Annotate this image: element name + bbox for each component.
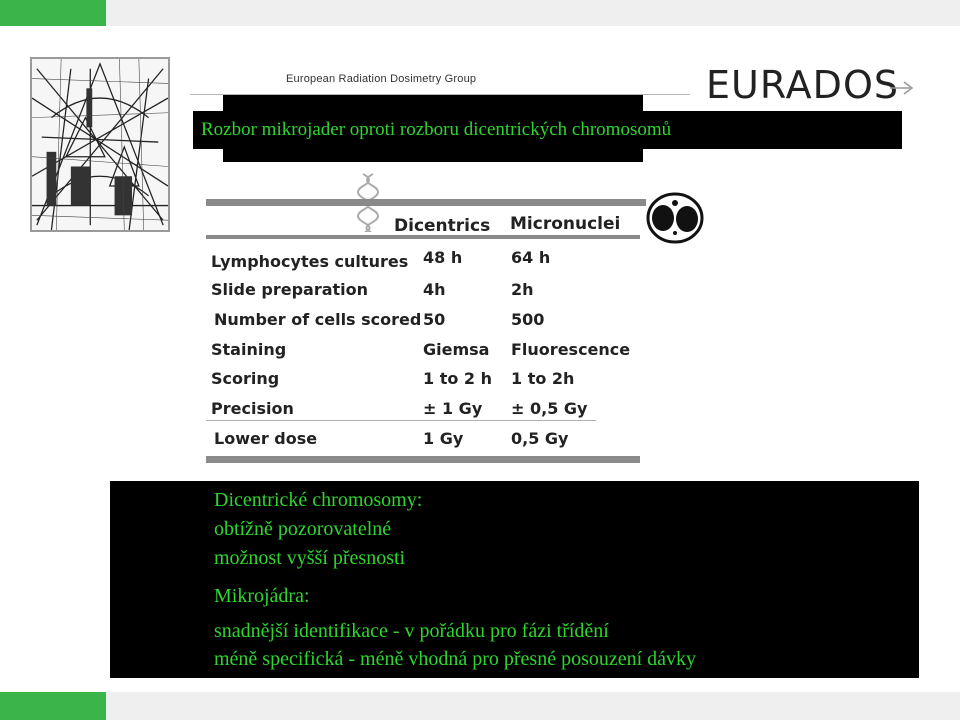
bottom-bar bbox=[0, 692, 960, 720]
row-label-scoring: Scoring bbox=[211, 369, 280, 388]
table-top-rule bbox=[206, 199, 646, 206]
organization-name: European Radiation Dosimetry Group bbox=[286, 73, 477, 85]
cell-dicentrics-lymphocytes: 48 h bbox=[423, 248, 463, 267]
top-bar-accent bbox=[0, 0, 106, 26]
cell-micronuclei-slide-preparation: 2h bbox=[511, 280, 534, 299]
row-label-slide-preparation: Slide preparation bbox=[211, 280, 369, 299]
row-label-cells-scored: Number of cells scored bbox=[214, 310, 422, 329]
cell-dicentrics-precision: ± 1 Gy bbox=[423, 399, 483, 418]
note-dicentric-point-2: možnost vyšší přesnosti bbox=[214, 547, 406, 569]
row-label-staining: Staining bbox=[211, 340, 287, 359]
bottom-bar-accent bbox=[0, 692, 106, 720]
column-header-dicentrics: Dicentrics bbox=[394, 216, 491, 236]
decorative-sketch-image bbox=[30, 57, 170, 232]
slide-title: Rozbor mikrojader oproti rozboru dicentrických chromosomů bbox=[201, 119, 672, 140]
eurados-logo: EURADOS bbox=[706, 63, 899, 107]
note-dicentric-heading: Dicentrické chromosomy: bbox=[214, 489, 423, 511]
cell-micronuclei-precision: ± 0,5 Gy bbox=[511, 399, 588, 418]
note-dicentric-point-1: obtížně pozorovatelné bbox=[214, 518, 392, 540]
column-header-micronuclei: Micronuclei bbox=[510, 214, 621, 234]
row-label-precision: Precision bbox=[211, 399, 294, 418]
top-bar bbox=[0, 0, 960, 26]
logo-arrow-icon bbox=[890, 80, 916, 96]
cell-micronuclei-lower-dose: 0,5 Gy bbox=[511, 429, 569, 448]
table-bottom-rule bbox=[206, 456, 640, 463]
cell-dicentrics-staining: Giemsa bbox=[423, 340, 490, 359]
cell-dicentrics-cells-scored: 50 bbox=[423, 310, 446, 329]
table-thin-rule bbox=[206, 420, 596, 421]
row-label-lower-dose: Lower dose bbox=[214, 429, 318, 448]
cell-micronuclei-lymphocytes: 64 h bbox=[511, 248, 551, 267]
cell-dicentrics-lower-dose: 1 Gy bbox=[423, 429, 464, 448]
cell-micronuclei-staining: Fluorescence bbox=[511, 340, 631, 359]
cell-micronuclei-cells-scored: 500 bbox=[511, 310, 545, 329]
note-micronuclei-point-2: méně specifická - méně vhodná pro přesné posouzení dávky bbox=[214, 648, 697, 670]
note-micronuclei-point-1: snadnější identifikace - v pořádku pro fázi třídění bbox=[214, 620, 609, 642]
micronucleus-cell-icon bbox=[646, 192, 704, 244]
cell-dicentrics-scoring: 1 to 2 h bbox=[423, 369, 493, 388]
note-micronuclei-heading: Mikrojádra: bbox=[214, 585, 310, 607]
cell-dicentrics-slide-preparation: 4h bbox=[423, 280, 446, 299]
cell-micronuclei-scoring: 1 to 2h bbox=[511, 369, 575, 388]
row-label-lymphocytes: Lymphocytes cultures bbox=[211, 252, 409, 271]
